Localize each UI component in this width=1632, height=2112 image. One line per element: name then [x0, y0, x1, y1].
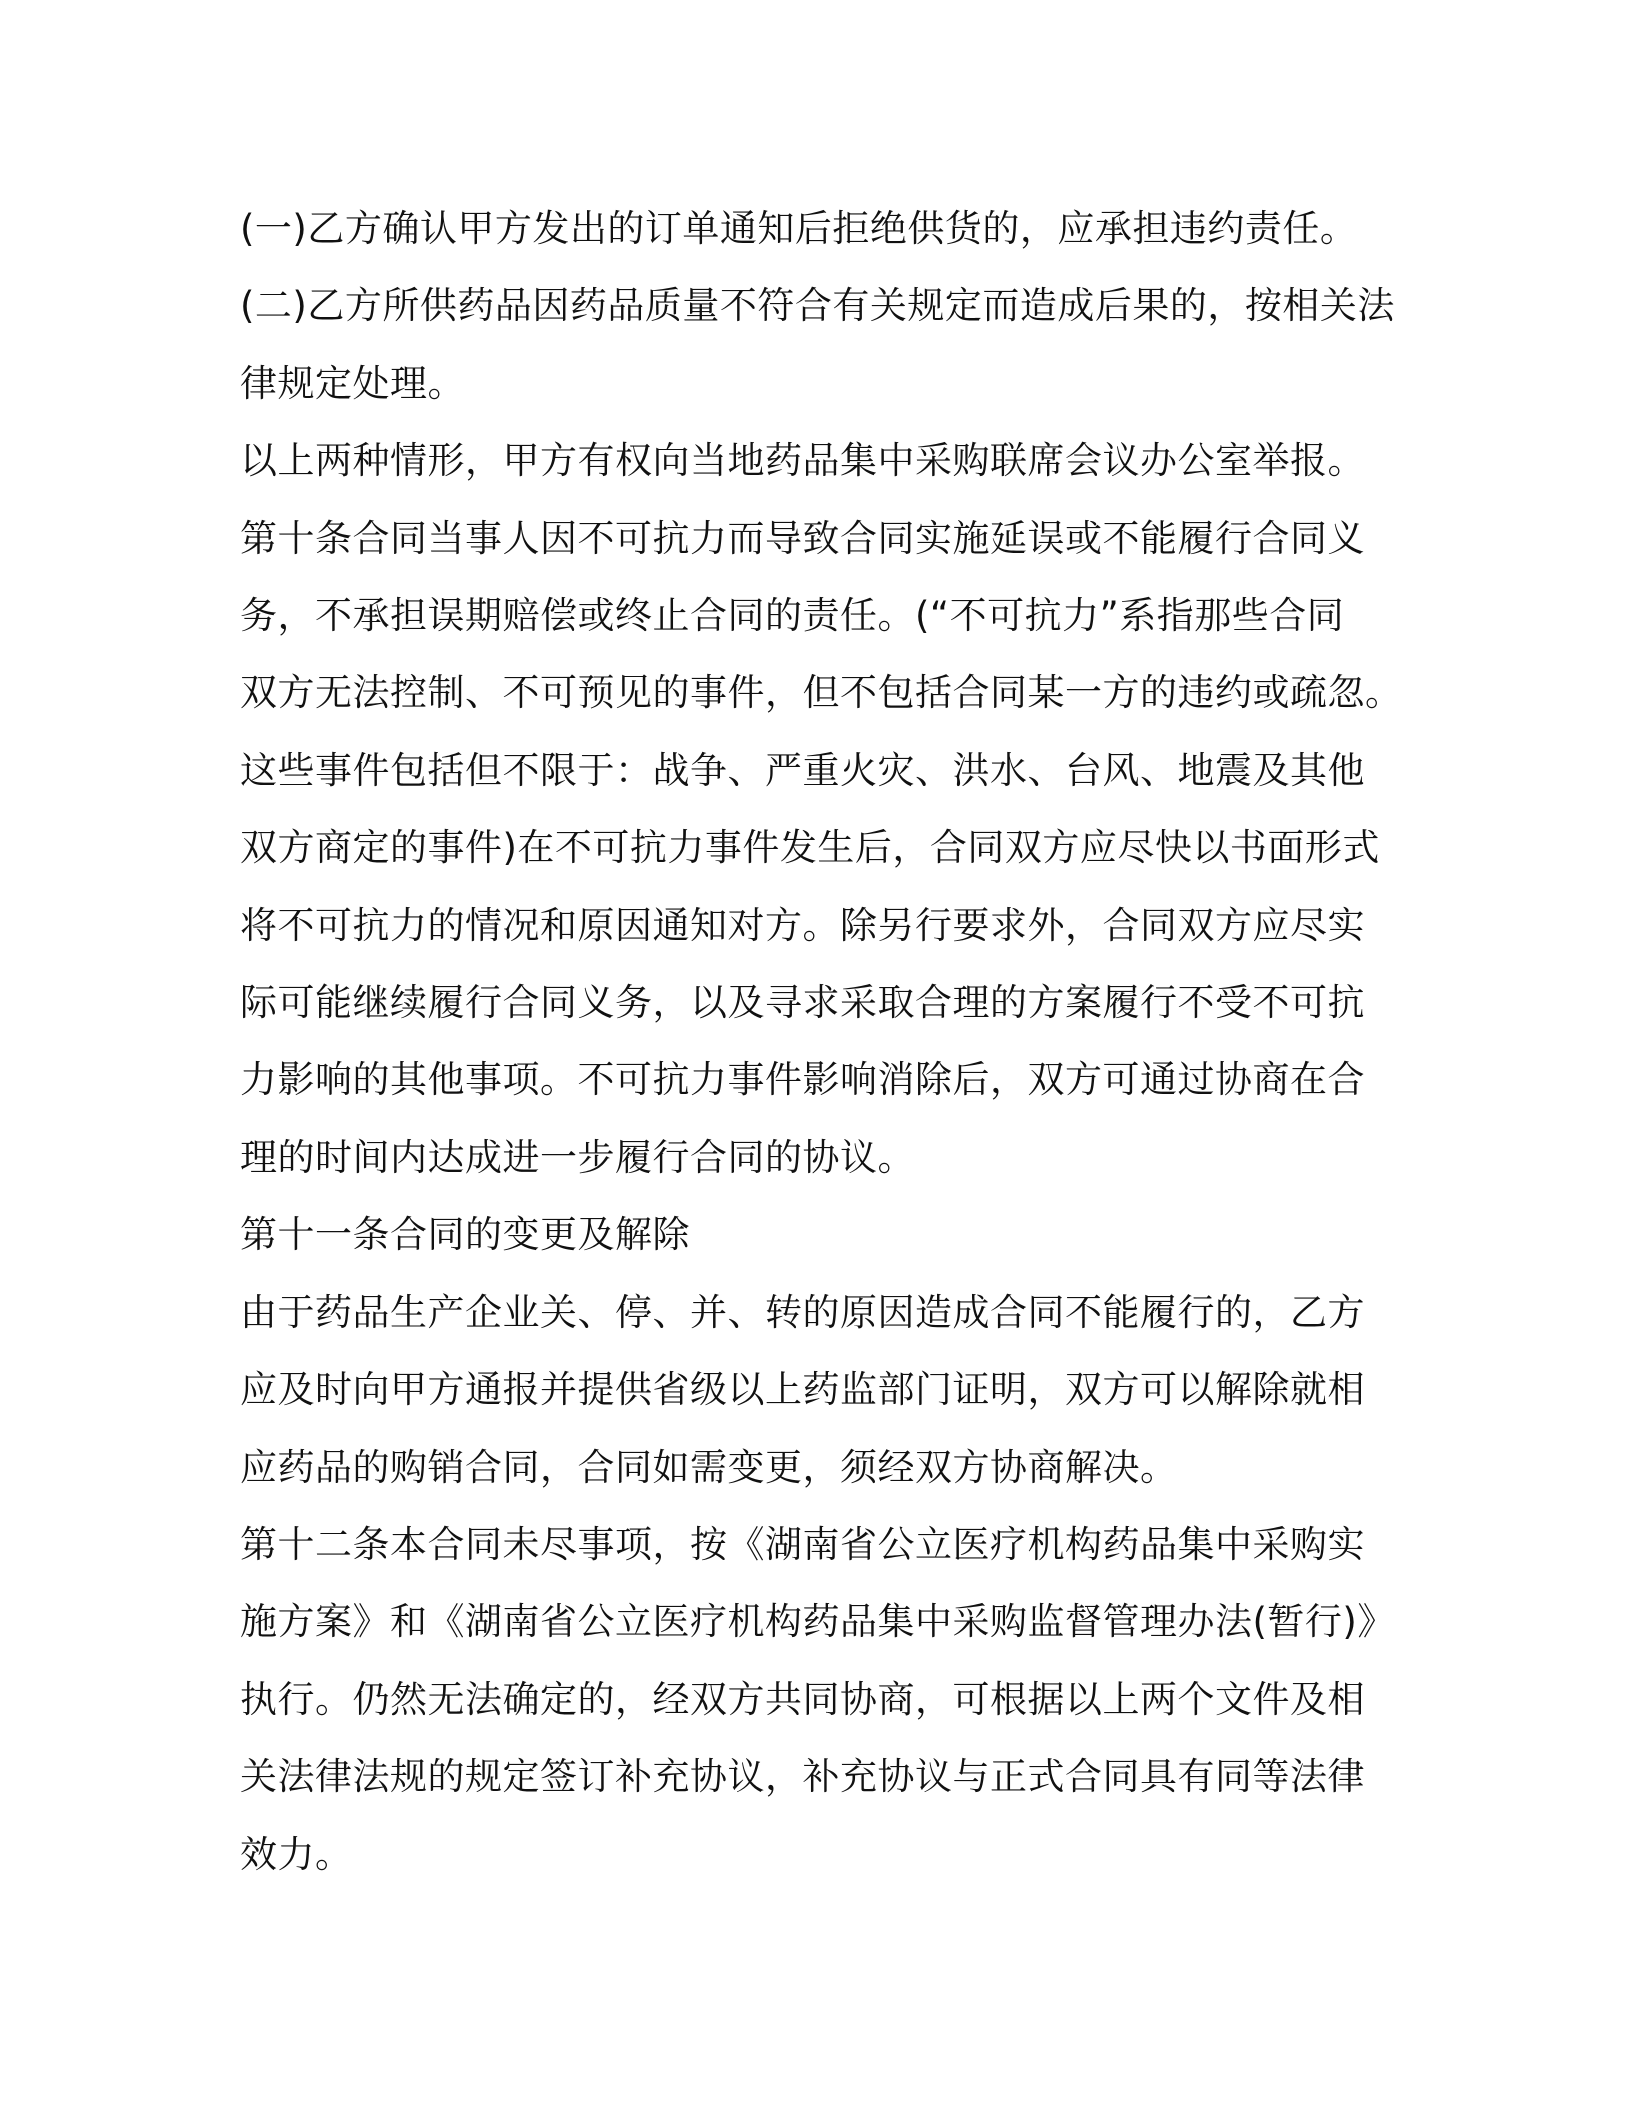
text-line: 务，不承担误期赔偿或终止合同的责任。(“不可抗力”系指那些合同 — [240, 594, 1345, 638]
text-line: 律规定处理。 — [240, 361, 465, 405]
text-line: 理的时间内达成进一步履行合同的协议。 — [240, 1135, 915, 1179]
text-line: 以上两种情形，甲方有权向当地药品集中采购联席会议办公室举报。 — [240, 439, 1365, 483]
text-line: 施方案》和《湖南省公立医疗机构药品集中采购监督管理办法(暂行)》 — [240, 1600, 1395, 1644]
document-body — [240, 190, 1403, 1893]
text-line: 应药品的购销合同，合同如需变更，须经双方协商解决。 — [240, 1445, 1178, 1489]
text-line: 应及时向甲方通报并提供省级以上药监部门证明，双方可以解除就相 — [240, 1368, 1365, 1412]
text-line: 第十二条本合同未尽事项，按《湖南省公立医疗机构药品集中采购实 — [240, 1522, 1365, 1566]
text-line: 际可能继续履行合同义务，以及寻求采取合理的方案履行不受不可抗 — [240, 981, 1365, 1025]
text-line: 这些事件包括但不限于：战争、严重火灾、洪水、台风、地震及其他 — [240, 748, 1365, 792]
text-line: (二)乙方所供药品因药品质量不符合有关规定而造成后果的，按相关法 — [240, 284, 1395, 328]
text-line: 第十条合同当事人因不可抗力而导致合同实施延误或不能履行合同义 — [240, 516, 1365, 560]
text-line: 双方商定的事件)在不可抗力事件发生后，合同双方应尽快以书面形式 — [240, 826, 1380, 870]
text-line: 将不可抗力的情况和原因通知对方。除另行要求外，合同双方应尽实 — [240, 903, 1365, 947]
text-line: 执行。仍然无法确定的，经双方共同协商，可根据以上两个文件及相 — [240, 1677, 1365, 1721]
text-line: 效力。 — [240, 1832, 353, 1876]
text-line: 双方无法控制、不可预见的事件，但不包括合同某一方的违约或疏忽。 — [240, 671, 1403, 715]
text-line: 由于药品生产企业关、停、并、转的原因造成合同不能履行的，乙方 — [240, 1290, 1365, 1334]
section-heading: 第十一条合同的变更及解除 — [240, 1213, 690, 1257]
text-line: 关法律法规的规定签订补充协议，补充协议与正式合同具有同等法律 — [240, 1755, 1365, 1799]
text-line: (一)乙方确认甲方发出的订单通知后拒绝供货的，应承担违约责任。 — [240, 207, 1358, 250]
text-line: 力影响的其他事项。不可抗力事件影响消除后，双方可通过协商在合 — [240, 1058, 1365, 1102]
